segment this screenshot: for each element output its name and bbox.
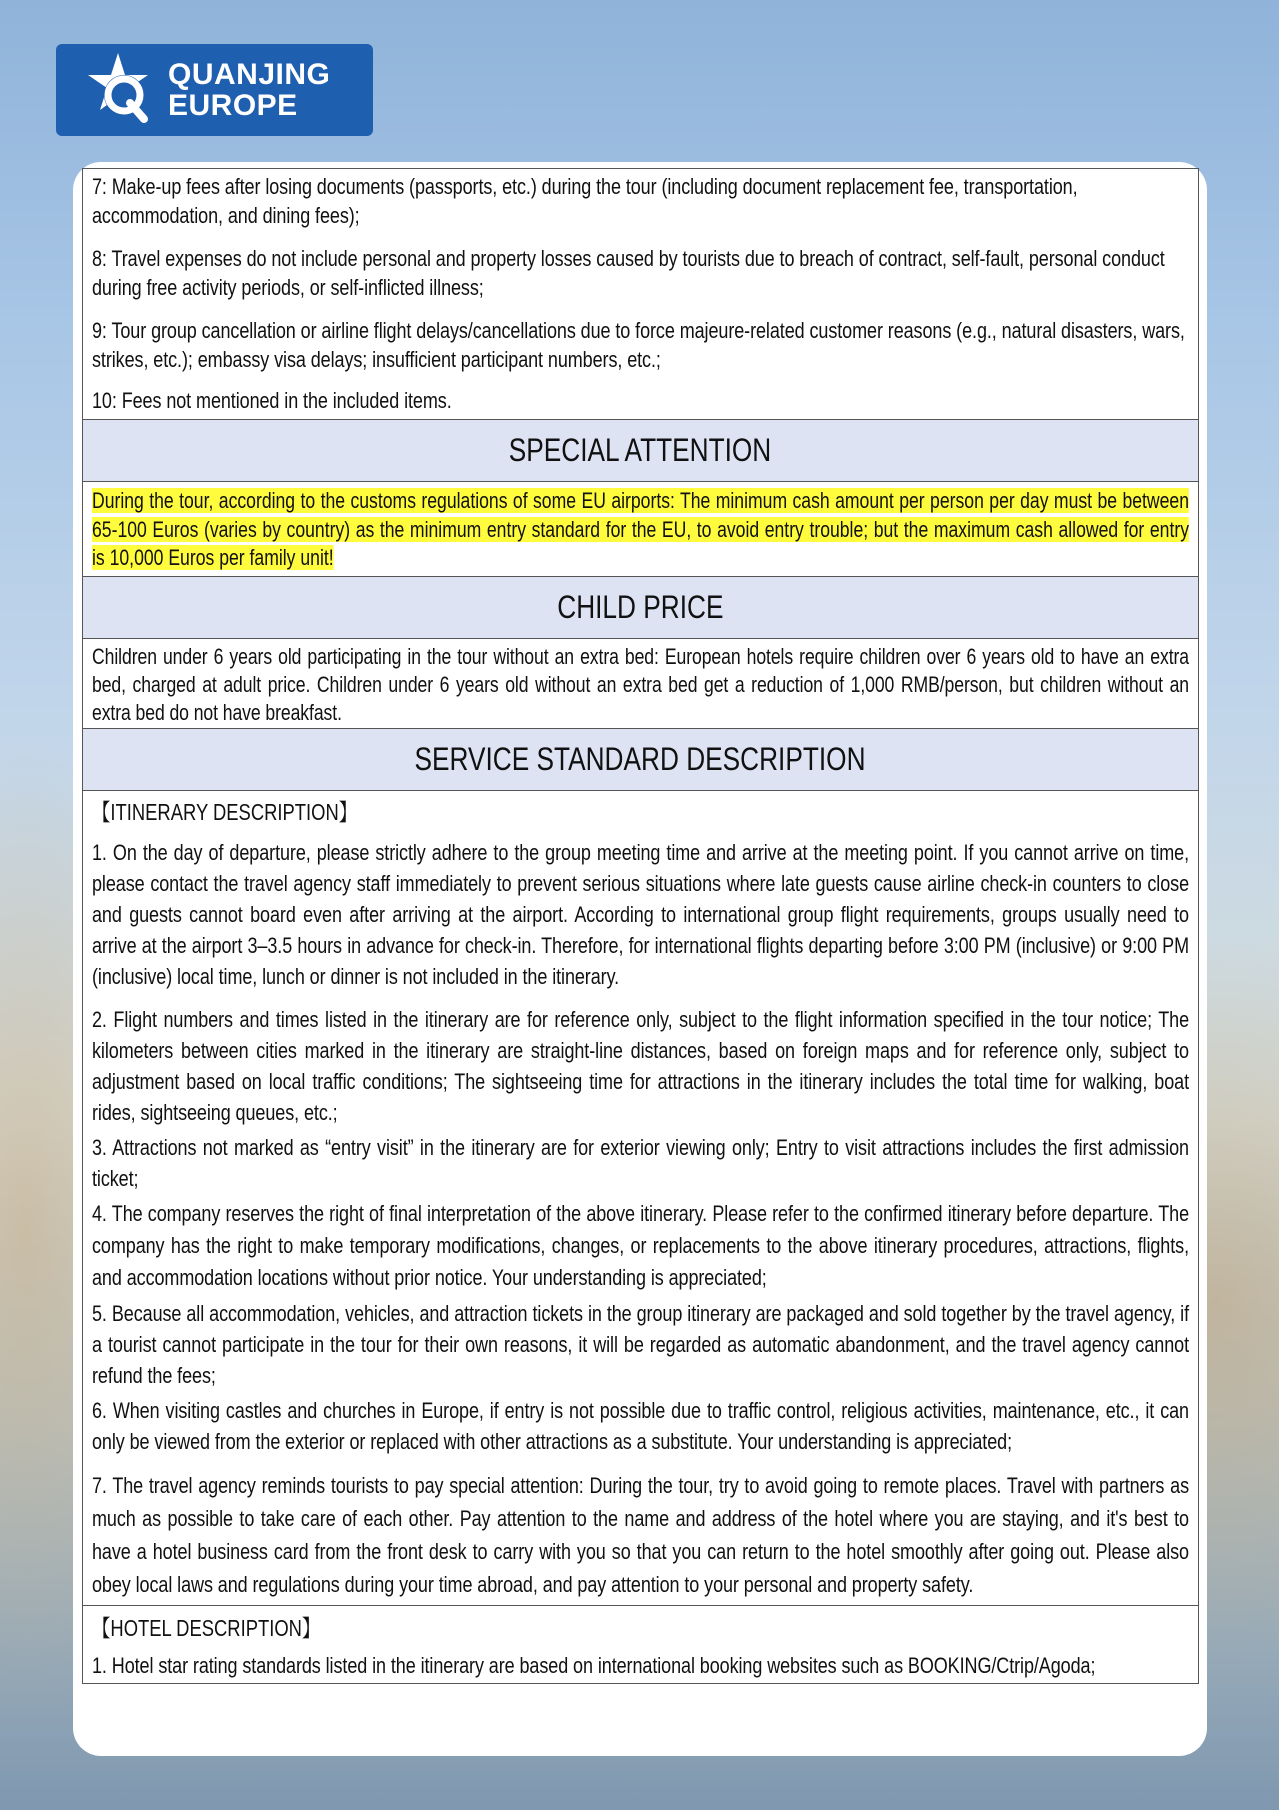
excluded-items-section — [83, 168, 1198, 419]
special-attention-text — [92, 487, 1189, 573]
itinerary-item: 7. The travel agency reminds tourists to pay special attention: During the tour, try to avoid going to remote places. Travel with partners as much as possible to take care of each other. Pay attention to the name and address of the hotel where you are staying, and it's best to have a hotel business card from the front desk to carry with you so that you can return to the hotel smoothly after going out. Please also obey local laws and regulations during your time abroad, and pay attention to your personal and property safety. — [92, 1472, 1189, 1597]
hotel-description-heading: 【HOTEL DESCRIPTION】 — [92, 1614, 321, 1641]
excluded-item: 9: Tour group cancellation or airline flight delays/cancellations due to force majeure-related customer reasons (e.g., natural disasters, wars, strikes, etc.); embassy visa delays; insufficient participant numbers, etc.; — [92, 318, 1185, 372]
brand-logo — [56, 44, 373, 136]
child-price-text: Children under 6 years old participating in the tour without an extra bed: European hotels require children over 6 years old to have an extra bed, charged at adult price. Children under 6 years old without an extra bed get a reduction of 1,000 RMB/person, but children without an extra bed do not have breakfast. — [92, 643, 1189, 725]
special-attention-title: SPECIAL ATTENTION — [509, 432, 772, 468]
itinerary-item: 1. On the day of departure, please strictly adhere to the group meeting time and arrive at the meeting point. If you cannot arrive on time, please contact the travel agency staff immediately to prevent serious situations where late guests cause airline check-in counters to close and guests cannot board even after arriving at the airport. According to international group flight requirements, groups usually need to arrive at the airport 3–3.5 hours in advance for check-in. Therefore, for international flights departing before 3:00 PM (inclusive) or 9:00 PM (inclusive) local time, lunch or dinner is not included in the itinerary. — [92, 839, 1189, 989]
itinerary-description-heading: 【ITINERARY DESCRIPTION】 — [92, 798, 358, 825]
special-attention-body — [83, 481, 1198, 576]
itinerary-item: 3. Attractions not marked as “entry visit” in the itinerary are for exterior viewing only; Entry to visit attractions includes the first admission ticket; — [92, 1134, 1189, 1191]
service-standard-heading — [83, 728, 1198, 790]
brand-line1: QUANJING — [168, 58, 331, 91]
hotel-item: 1. Hotel star rating standards listed in the itinerary are based on international booking websites such as BOOKING/Ctrip/Agoda; — [92, 1652, 1096, 1678]
service-standard-title: SERVICE STANDARD DESCRIPTION — [414, 740, 866, 777]
brand-line2: EUROPE — [168, 89, 298, 122]
itinerary-item: 2. Flight numbers and times listed in the itinerary are for reference only, subject to the flight information specified in the tour notice; The kilometers between cities marked in the itinerary are straight-line distances, based on foreign maps and for reference only, subject to adjustment based on local traffic conditions; The sightseeing time for attractions in the itinerary includes the total time for walking, boat rides, sightseeing queues, etc.; — [92, 1006, 1189, 1125]
itinerary-item: 5. Because all accommodation, vehicles, and attraction tickets in the group itinerary are packaged and sold together by the travel agency, if a tourist cannot participate in the tour for their own reasons, it will be regarded as automatic abandonment, and the travel agency cannot refund the fees; — [92, 1300, 1189, 1388]
child-price-heading — [83, 576, 1198, 638]
highlighted-notice: During the tour, according to the customs regulations of some EU airports: The minimum cash amount per person per day must be between 65-100 Euros (varies by country) as the minimum entry standard for the EU, to avoid entry trouble; but the maximum cash allowed for entry is 10,000 Euros per family unit! — [92, 488, 1189, 570]
itinerary-description-section — [83, 790, 1198, 1605]
child-price-title: CHILD PRICE — [557, 588, 724, 625]
child-price-body — [83, 638, 1198, 728]
brand-wordmark — [168, 59, 330, 121]
excluded-item: 10: Fees not mentioned in the included items. — [92, 388, 452, 413]
special-attention-heading — [83, 419, 1198, 481]
hotel-description-section — [83, 1605, 1198, 1683]
terms-sheet — [82, 168, 1199, 1684]
star-q-icon — [74, 51, 162, 129]
excluded-item: 7: Make-up fees after losing documents (passports, etc.) during the tour (including document replacement fee, transportation, accommodation, and dining fees); — [92, 174, 1078, 228]
excluded-item: 8: Travel expenses do not include personal and property losses caused by tourists due to breach of contract, self-fault, personal conduct during free activity periods, or self-inflicted illness; — [92, 246, 1165, 300]
itinerary-item: 4. The company reserves the right of final interpretation of the above itinerary. Please refer to the confirmed itinerary before departure. The company has the right to make temporary modifications, changes, or replacements to the above itinerary procedures, attractions, flights, and accommodation locations without prior notice. Your understanding is appreciated; — [92, 1200, 1189, 1290]
itinerary-item: 6. When visiting castles and churches in Europe, if entry is not possible due to traffic control, religious activities, maintenance, etc., it can only be viewed from the exterior or replaced with other attractions as a substitute. Your understanding is appreciated; — [92, 1397, 1189, 1454]
